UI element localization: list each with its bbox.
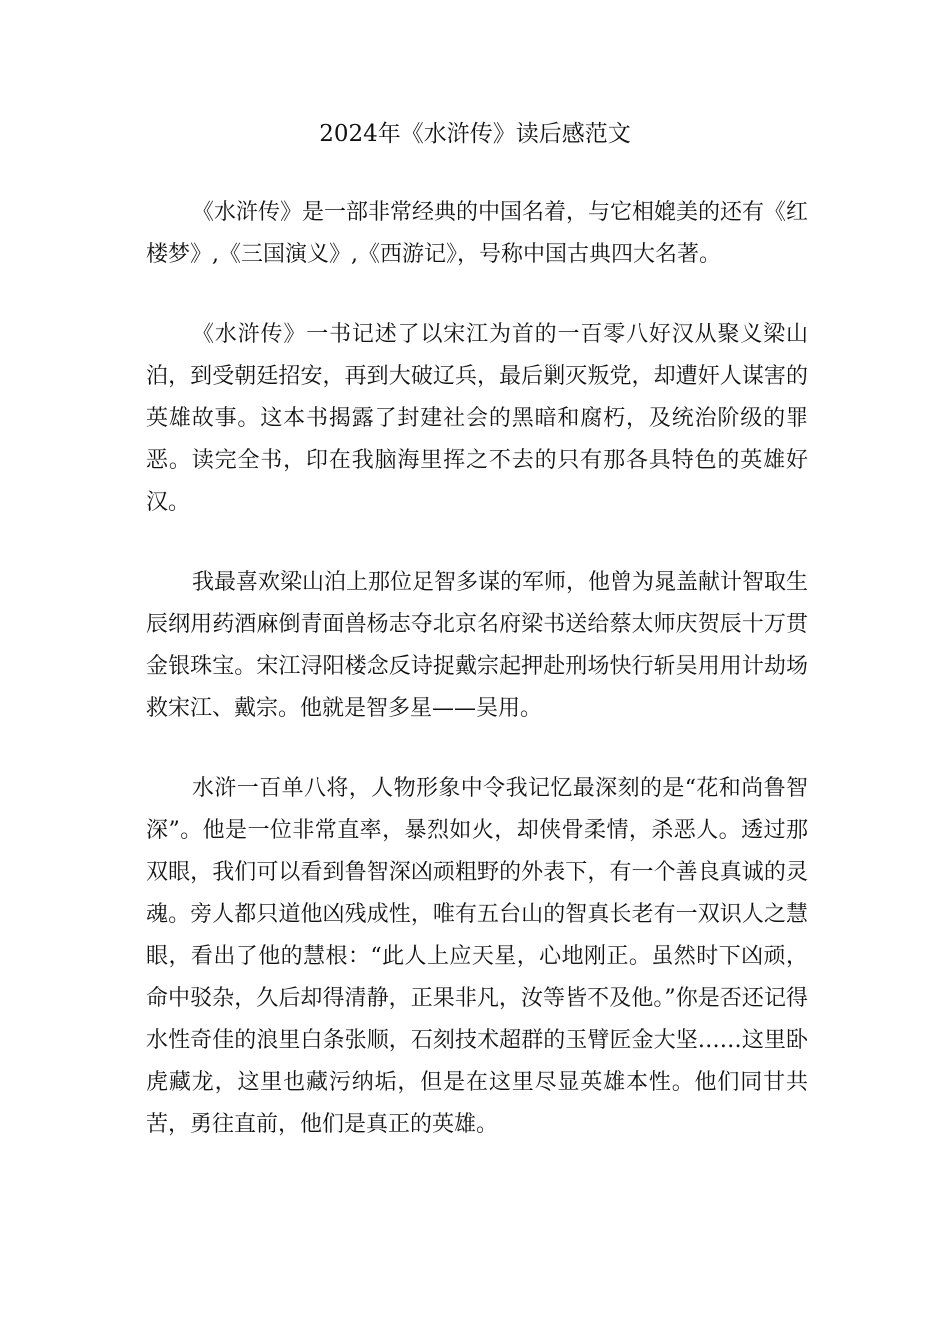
paragraph-lu-zhishen: 水浒一百单八将，人物形象中令我记忆最深刻的是“花和尚鲁智深”。他是一位非常直率，暴烈如火，却侠骨柔情，杀恶人。透过那双眼，我们可以看到鲁智深凶顽粗野的外表下，有一个善良真诚的灵魂。旁人都只道他凶残成性，唯有五台山的智真长老有一双识人之慧眼，看出了他的慧根：“此人上应天星，心地刚正。虽然时下凶顽，命中驳杂，久后却得清静，正果非凡，汝等皆不及他。”你是否还记得水性奇佳的浪里白条张顺，石刻技术超群的玉臂匠金大坚……这里卧虎藏龙，这里也藏污纳垢，但是在这里尽显英雄本性。他们同甘共苦，勇往直前，他们是真正的英雄。 [146,776,808,1137]
document-body [146,192,808,1184]
paragraph-summary: 《水浒传》一书记述了以宋江为首的一百零八好汉从聚义梁山泊，到受朝廷招安，再到大破辽兵，最后剿灭叛党，却遭奸人谋害的英雄故事。这本书揭露了封建社会的黑暗和腐朽，及统治阶级的罪恶。读完全书，印在我脑海里挥之不去的只有那各具特色的英雄好汉。 [146,322,808,515]
paragraph-intro: 《水浒传》是一部非常经典的中国名着，与它相媲美的还有《红楼梦》,《三国演义》,《西游记》，号称中国古典四大名著。 [146,200,809,267]
document-title: 2024年《水浒传》读后感范文 [319,121,631,147]
paragraph-wu-yong: 我最喜欢梁山泊上那位足智多谋的军师，他曾为晁盖献计智取生辰纲用药酒麻倒青面兽杨志夺北京名府梁书送给蔡太师庆贺辰十万贯金银珠宝。宋江浔阳楼念反诗捉戴宗起押赴刑场快行斩吴用用计劫场救宋江、戴宗。他就是智多星——吴用。 [146,570,809,721]
